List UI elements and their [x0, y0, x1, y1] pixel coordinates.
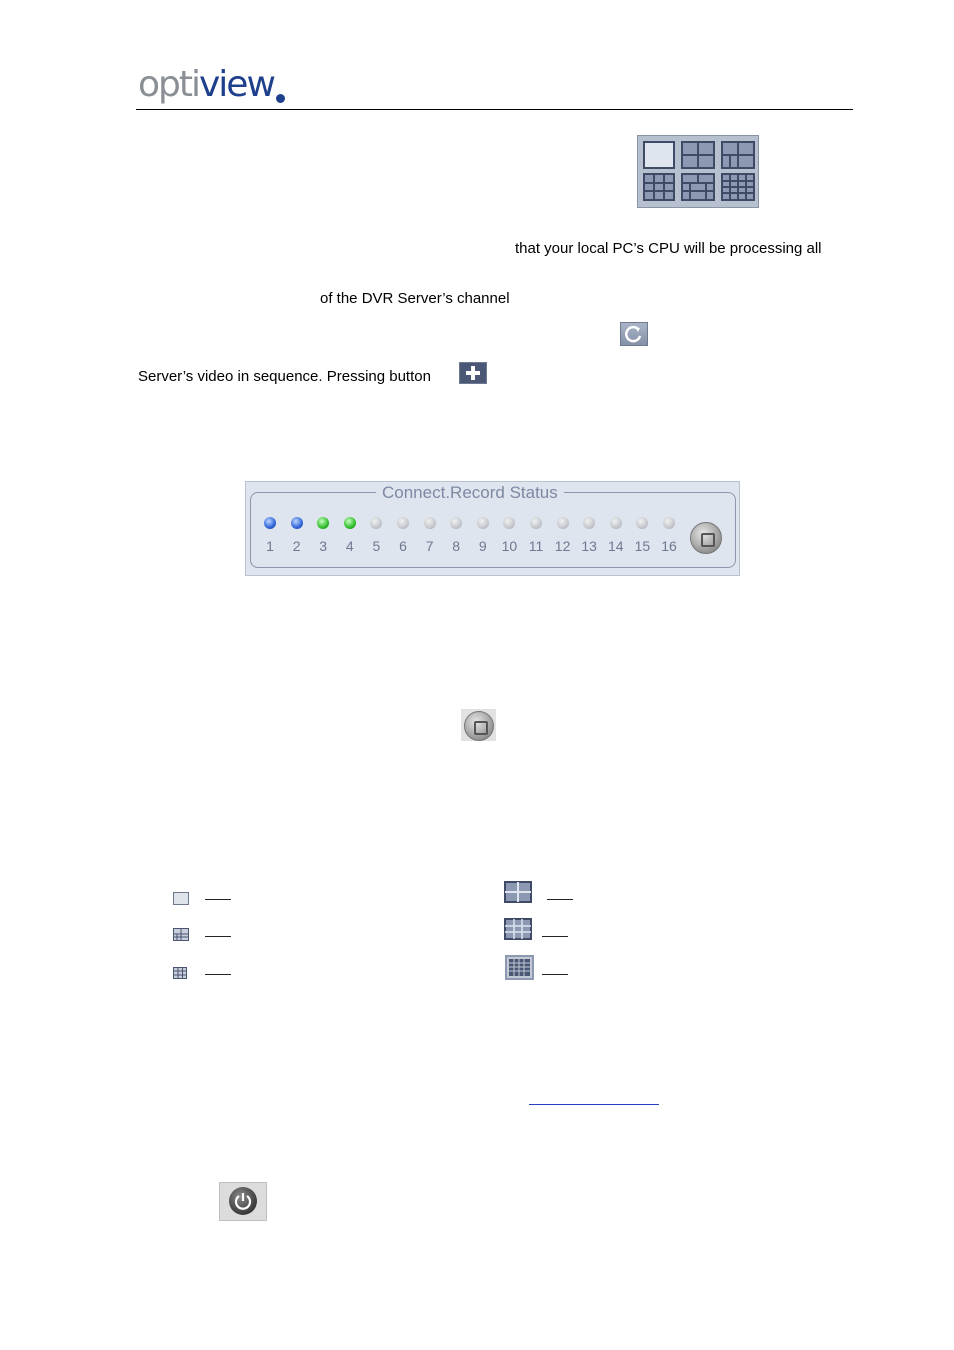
sequence-button[interactable]	[620, 322, 648, 346]
power-icon	[229, 1187, 257, 1215]
channel-label-8: 8	[452, 538, 461, 554]
body-text-line2: of the DVR Server’s channel	[320, 290, 510, 307]
channel-led-7	[424, 517, 436, 529]
channel-led-1	[264, 517, 276, 529]
hyperlink-underline[interactable]	[529, 1104, 659, 1105]
channel-label-1: 1	[266, 538, 274, 554]
channel-label-9: 9	[478, 538, 487, 554]
header-divider	[136, 109, 853, 110]
dash-4: ——	[547, 891, 573, 906]
channel-label-7: 7	[425, 538, 434, 554]
layout-12-icon	[504, 918, 532, 945]
body-text-line1: that your local PC’s CPU will be processing all	[515, 240, 822, 257]
status-title: Connect.Record Status	[376, 483, 564, 503]
channel-led-9	[477, 517, 489, 529]
optiview-logo: optiview	[138, 66, 285, 103]
layout-8-icon	[173, 928, 189, 946]
single-view-icon	[173, 892, 189, 905]
layout-9-icon	[173, 966, 187, 984]
plus-icon	[460, 363, 486, 383]
channel-label-16: 16	[661, 538, 677, 554]
channel-label-4: 4	[345, 538, 354, 554]
refresh-icon	[621, 323, 647, 345]
round-square-icon	[464, 711, 494, 741]
channel-led-6	[397, 517, 409, 529]
channel-label-15: 15	[634, 538, 651, 554]
channel-label-13: 13	[581, 538, 597, 554]
channel-label-5: 5	[372, 538, 381, 554]
dash-2: ——	[205, 928, 231, 943]
channel-label-10: 10	[501, 538, 518, 554]
channel-label-11: 11	[528, 538, 544, 554]
power-button[interactable]	[219, 1182, 267, 1221]
connect-record-status-panel	[245, 481, 740, 576]
channel-label-6: 6	[399, 538, 407, 554]
dash-3: ——	[205, 966, 231, 981]
channel-label-3: 3	[319, 538, 328, 554]
channel-label-2: 2	[292, 538, 301, 554]
channel-led-16	[663, 517, 675, 529]
status-frame	[250, 492, 736, 568]
layout-selector-image	[637, 135, 759, 208]
status-toggle-image	[461, 709, 496, 741]
status-toggle-button[interactable]	[690, 522, 722, 554]
add-button[interactable]	[459, 362, 487, 384]
channel-led-2	[291, 517, 303, 529]
channel-led-14	[610, 517, 622, 529]
channel-label-14: 14	[608, 538, 624, 554]
dash-6: ——	[542, 966, 568, 981]
layout-grid-icon	[638, 136, 758, 207]
round-square-icon	[701, 533, 715, 547]
channel-led-4	[344, 517, 356, 529]
layout-4-icon	[504, 881, 532, 908]
body-text-line3: Server’s video in sequence. Pressing button	[138, 368, 431, 385]
channel-led-11	[530, 517, 542, 529]
channel-led-12	[557, 517, 569, 529]
channel-label-12: 12	[554, 538, 571, 554]
dash-1: ——	[205, 891, 231, 906]
layout-16-icon	[505, 955, 534, 985]
logo-badge-icon	[276, 94, 285, 103]
dash-5: ——	[542, 928, 568, 943]
